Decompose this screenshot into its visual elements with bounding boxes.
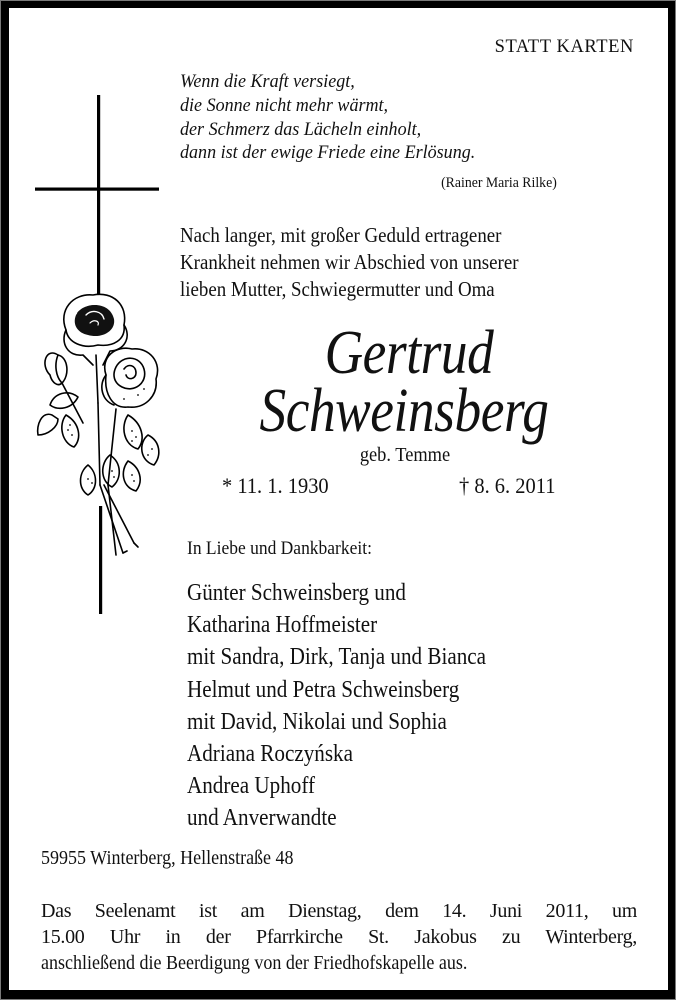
mourner-line: und Anverwandte xyxy=(187,805,337,832)
mourner-line: mit Sandra, Dirk, Tanja und Bianca xyxy=(187,644,487,671)
service-line: Das Seelenamt ist am Dienstag, dem 14. Juni 2011, um xyxy=(41,900,637,922)
poem-line: dann ist der ewige Friede eine Erlösung. xyxy=(180,142,476,164)
intro-text xyxy=(180,222,519,303)
mourner-line: mit David, Nikolai und Sophia xyxy=(187,708,447,735)
poem xyxy=(180,70,475,165)
maiden-name: geb. Temme xyxy=(359,444,451,466)
service-line: anschließend die Beerdigung von der Friedhofskapelle aus. xyxy=(41,952,468,975)
mourners-list xyxy=(187,577,486,835)
mourner-line: Andrea Uphoff xyxy=(187,773,316,800)
dedication-line: In Liebe und Dankbarkeit: xyxy=(187,538,372,559)
poem-line: die Sonne nicht mehr wärmt, xyxy=(180,94,389,116)
intro-line: Nach langer, mit großer Geduld ertragener xyxy=(180,223,502,247)
deceased-last-name: Schweinsberg xyxy=(259,377,549,445)
service-details xyxy=(41,898,637,977)
intro-line: Krankheit nehmen wir Abschied von unserer xyxy=(180,250,519,274)
address: 59955 Winterberg, Hellenstraße 48 xyxy=(41,847,294,869)
service-line: 15.00 Uhr in der Pfarrkirche St. Jakobus zu Winterberg, xyxy=(41,926,637,949)
death-date: † 8. 6. 2011 xyxy=(459,473,556,498)
poem-line: der Schmerz das Lächeln einholt, xyxy=(180,118,422,140)
roses-icon xyxy=(28,285,168,575)
mourner-line: Günter Schweinsberg und xyxy=(187,580,406,606)
mourner-line: Helmut und Petra Schweinsberg xyxy=(187,676,460,703)
statt-karten-label: STATT KARTEN xyxy=(494,37,634,57)
mourner-line: Adriana Roczyńska xyxy=(187,741,353,768)
deceased-first-name: Gertrud xyxy=(324,319,494,387)
poem-line: Wenn die Kraft versiegt, xyxy=(180,71,355,92)
mourner-line: Katharina Hoffmeister xyxy=(187,612,378,639)
poem-author: (Rainer Maria Rilke) xyxy=(441,175,557,191)
intro-line: lieben Mutter, Schwiegermutter und Oma xyxy=(180,277,495,301)
birth-date: * 11. 1. 1930 xyxy=(222,473,329,498)
